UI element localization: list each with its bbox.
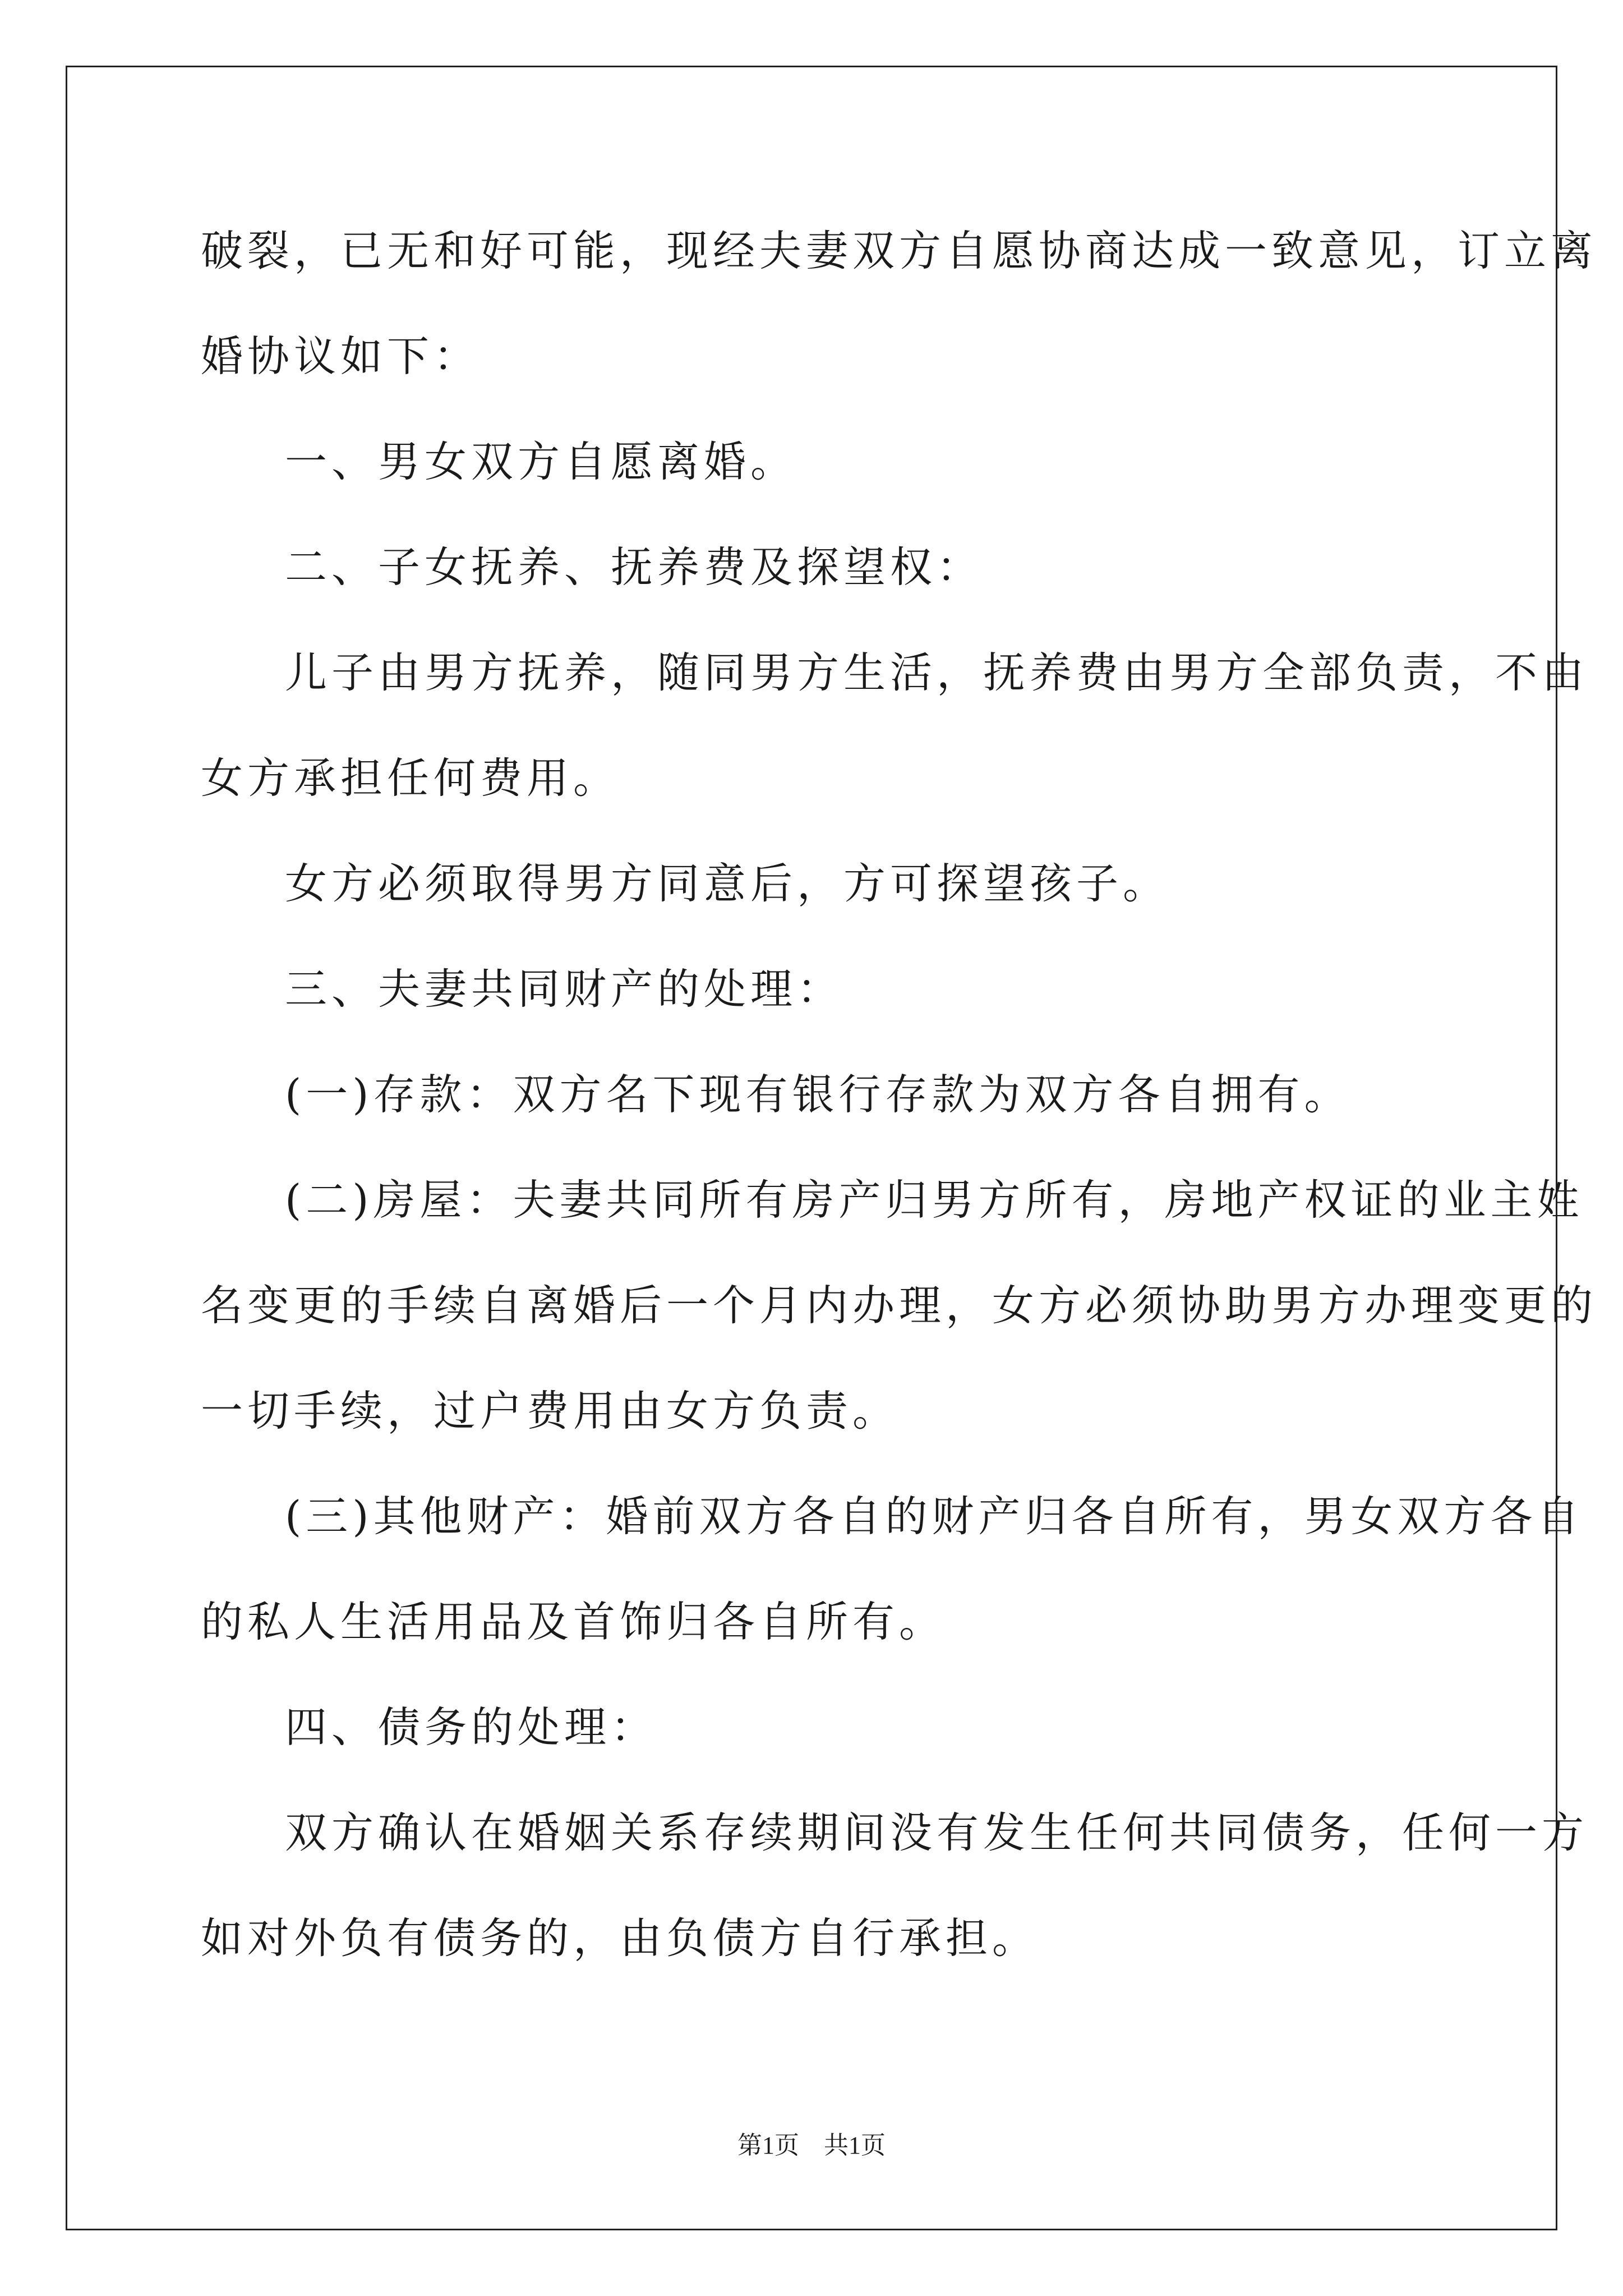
- text-line: 破裂，已无和好可能，现经夫妻双方自愿协商达成一致意见，订立离: [201, 226, 1598, 275]
- text-line: 婚协议如下：: [201, 332, 481, 381]
- section-heading: 三、夫妻共同财产的处理：: [285, 964, 844, 1014]
- page-footer: 第1页 共1页: [737, 2132, 886, 2159]
- text-line: 女方必须取得男方同意后，方可探望孩子。: [285, 859, 1170, 908]
- section-heading: 四、债务的处理：: [285, 1703, 658, 1752]
- text-line: 女方承担任何费用。: [201, 753, 620, 803]
- text-line: 的私人生活用品及首饰归各自所有。: [201, 1597, 946, 1646]
- section-heading: 二、子女抚养、抚养费及探望权：: [285, 542, 984, 592]
- text-line: 如对外负有债务的，由负债方自行承担。: [201, 1913, 1039, 1963]
- text-line: 双方确认在婚姻关系存续期间没有发生任何共同债务，任何一方: [285, 1808, 1589, 1857]
- text-line: (二)房屋：夫妻共同所有房产归男方所有，房地产权证的业主姓: [285, 1175, 1584, 1225]
- text-line: (三)其他财产：婚前双方各自的财产归各自所有，男女双方各自: [285, 1492, 1584, 1541]
- text-line: 名变更的手续自离婚后一个月内办理，女方必须协助男方办理变更的: [201, 1281, 1598, 1330]
- text-line: (一)存款：双方名下现有银行存款为双方各自拥有。: [285, 1070, 1351, 1119]
- text-line: 儿子由男方抚养，随同男方生活，抚养费由男方全部负责，不由: [285, 648, 1589, 697]
- section-heading: 一、男女双方自愿离婚。: [285, 437, 797, 486]
- page-border: [66, 66, 1557, 2230]
- text-line: 一切手续，过户费用由女方负责。: [201, 1386, 900, 1435]
